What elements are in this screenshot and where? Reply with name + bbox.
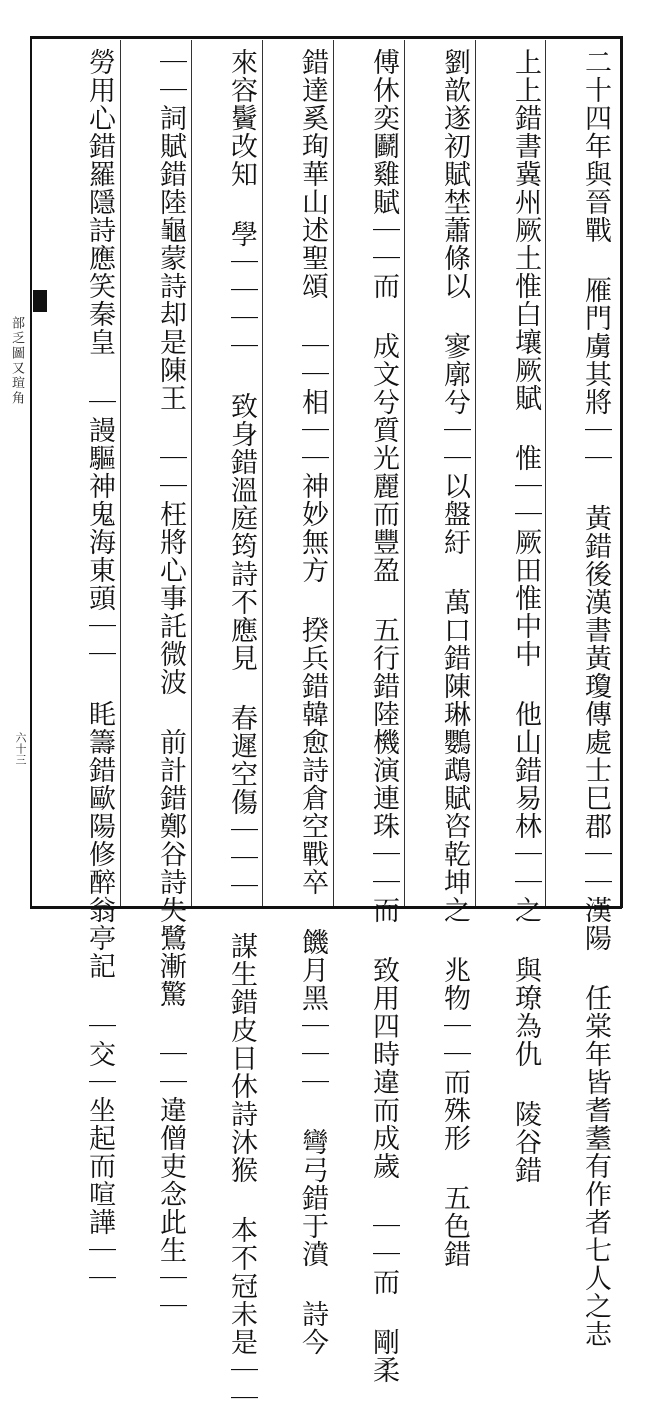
margin-label: 部乏圖又瑄角 [9, 316, 24, 406]
text-column-1: 二十四年與晉戰 雁門虜其將｜｜ 黃錯後漢書黃瓊傳處士巳郡｜｜漢陽 任棠年皆耆耋有作者七人之志 [580, 48, 611, 1348]
fish-tail-mark [33, 290, 47, 312]
text-column-6: 來容鬢改知 學｜｜｜｜ 致身錯溫庭筠詩不應見 春遲空傷｜｜｜ 謀生錯皮日休詩沐猴 本不冠未是｜｜ [226, 48, 257, 1412]
frame-right-border [620, 36, 623, 908]
text-column-8: 勞用心錯羅隱詩應笑秦皇 ｜謾驅神鬼海東頭｜｜ 眊籌錯歐陽修醉翁亭記 ｜交｜坐起而喧譁｜｜ [84, 48, 115, 1292]
text-column-7: ｜｜詞賦錯陸龜蒙詩却是陳王 ｜｜枉將心事託微波 前計錯鄭谷詩失鷺漸驚 ｜｜違僧吏念此生｜｜ [155, 48, 186, 1320]
text-column-2: 上上錯書冀州厥土惟白壤厥賦 惟｜｜厥田惟中中 他山錯易林｜｜之 與璙為仇 陵谷錯 [510, 48, 541, 1184]
column-rule [120, 40, 121, 906]
margin-rule [30, 36, 32, 908]
column-rule [404, 40, 405, 906]
text-column-5: 錯達奚珣華山述聖頌 ｜｜相｜｜神妙無方 揆兵錯韓愈詩倉空戰卒 饑月黑｜｜｜ 彎弓錯于濆 詩今 [297, 48, 328, 1356]
column-rule [191, 40, 192, 906]
frame-top-border [30, 36, 622, 39]
folio-number: 六十三 [14, 732, 27, 765]
page-margin [0, 30, 32, 910]
column-rule [262, 40, 263, 906]
column-rule [475, 40, 476, 906]
column-rule [333, 40, 334, 906]
text-column-3: 劉歆遂初賦埜蕭條以 寥廓兮｜｜以盤紆 萬口錯陳琳鸚鵡賦咨乾坤之 兆物｜｜而殊形 五色錯 [439, 48, 470, 1268]
text-column-4: 傅休奕鬬雞賦｜｜而 成文兮質光麗而豐盈 五行錯陸機演連珠｜｜而 致用四時違而成歲 ｜｜而 剛柔 [368, 48, 399, 1384]
column-rule [545, 40, 546, 906]
